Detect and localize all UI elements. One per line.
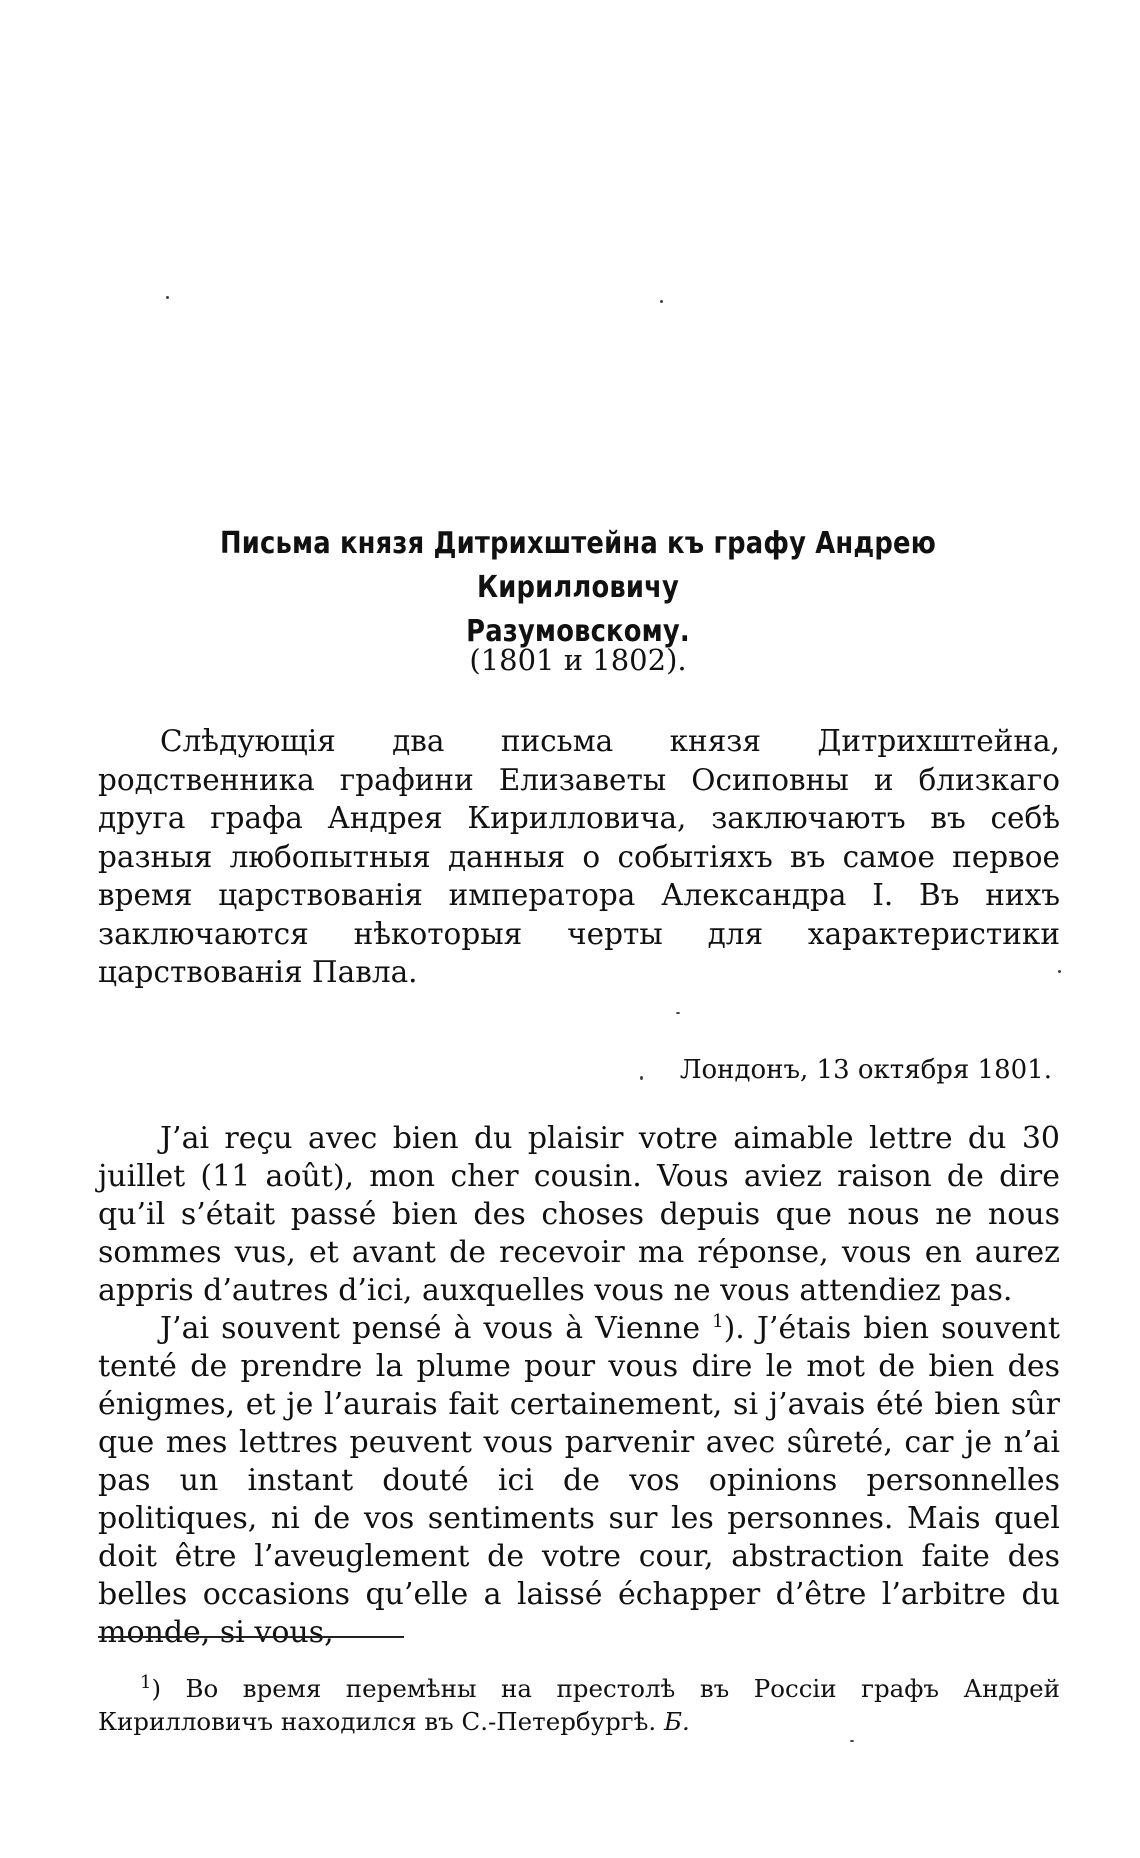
letter-paragraph-1: J’ai reçu avec bien du plaisir votre aimable lettre du 30 juillet (11 août), mon cher cousin. Vous aviez raison de dire qu’il s’était passé bien des choses depuis que nous ne nous sommes vus, et avant de recevoir ma réponse, vous en aurez appris d’autres d’ici, auxquelles vous ne vous attendiez pas.	[98, 1121, 1060, 1308]
letter-place-date: Лондонъ, 13 октября 1801.	[679, 1055, 1052, 1085]
scan-speck	[660, 300, 663, 303]
footnote	[98, 1672, 1060, 1738]
editorial-introduction: Слѣдующія два письма князя Дитрихштейна, родственника графини Елизаветы Осиповны и близкаго друга графа Андрея Кирилловича, заключаютъ въ себѣ разныя любопытныя данныя о событіяхъ въ самое первое время царствованія императора Александра I. Въ нихъ заключаются нѣкоторыя черты для характеристики царствованія Павла.	[98, 724, 1060, 989]
footnote-marker: 1	[140, 1671, 152, 1693]
title-line-2: Разумовскому.	[466, 614, 690, 649]
footnote-text: ) Во время перемѣны на престолѣ въ Россіи графъ Андрей Кирилловичъ находился въ С.-Петербургѣ.	[98, 1674, 1060, 1736]
page-title	[165, 522, 991, 654]
footnote-reference[interactable]: 1	[712, 1311, 724, 1332]
scan-speck	[850, 1740, 854, 1742]
scan-speck	[676, 1012, 680, 1014]
letter-paragraph-2	[98, 1310, 1060, 1652]
letter-paragraph-2-rest: ). J’étais bien souvent tenté de prendre la plume pour vous dire le mot de bien des énigmes, et je l’aurais fait certainement, si j’avais été bien sûr que mes lettres peuvent vous parvenir avec sûreté, car je n’ai pas un instant douté ici de vos opinions personnelles politiques, ni de vos sentiments sur les personnes. Mais quel doit être l’aveuglement de votre cour, abstraction faite des belles occasions qu’elle a laissé échapper d’être l’arbitre du monde, si vous,	[98, 1311, 1060, 1650]
letter-paragraph-2-start: J’ai souvent pensé à vous à Vienne	[160, 1311, 701, 1346]
footnote-signature: Б.	[663, 1707, 690, 1736]
letter-body	[98, 1120, 1060, 1652]
footnote-divider	[98, 1636, 404, 1638]
date-range: (1801 и 1802).	[469, 643, 687, 677]
scan-speck	[1058, 970, 1061, 973]
scan-speck	[640, 1076, 643, 1080]
scan-speck	[166, 296, 169, 299]
title-line-1: Письма князя Дитрихштейна къ графу Андрею Кирилловичу	[220, 526, 936, 605]
